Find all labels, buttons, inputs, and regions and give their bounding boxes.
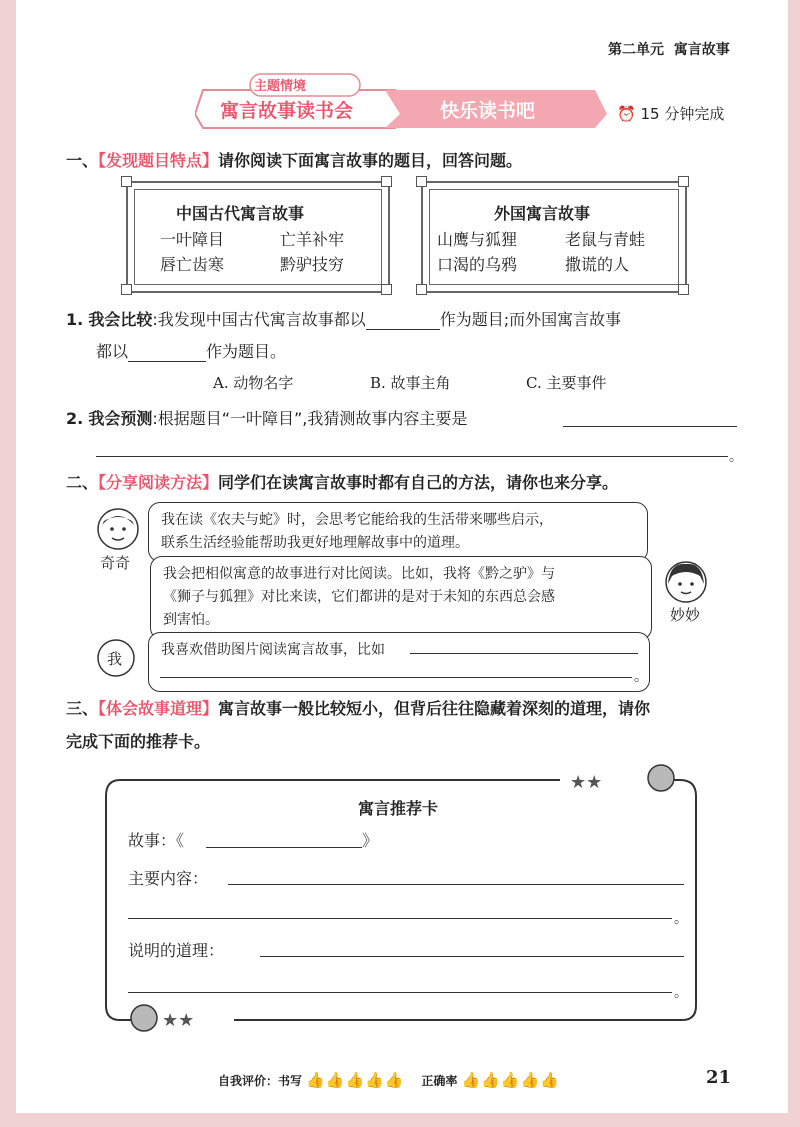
q2-answer-line-2[interactable]: [96, 456, 728, 457]
svg-text:★★: ★★: [570, 772, 603, 793]
card-moral-line-1[interactable]: [260, 956, 684, 957]
card-content-period: 。: [674, 911, 688, 927]
foreign-box-title: 外国寓言故事: [494, 204, 591, 223]
china-item-4: 黔驴技穷: [280, 255, 345, 274]
miaomiao-line-2: 《狮子与狐狸》对比来读，它们都讲的是对于未知的东西总会感: [163, 589, 555, 605]
me-speech-bubble: [148, 632, 650, 692]
question-1-line-2: 都以 作为题目。: [96, 342, 287, 361]
section2-heading: 二、【分享阅读方法】同学们在读寓言故事时都有自己的方法，请你也来分享。: [66, 473, 619, 492]
section1-heading: 一、【发现题目特点】请你阅读下面寓言故事的题目，回答问题。: [66, 151, 523, 170]
qiqi-line-2: 联系生活经验能帮助我更好地理解故事中的道理。: [161, 535, 469, 551]
q1-option-b[interactable]: B. 故事主角: [370, 374, 451, 392]
me-label: 我: [107, 650, 123, 668]
miaomiao-name: 妙妙: [670, 606, 701, 624]
alarm-clock-icon: ⏰: [617, 105, 636, 123]
qiqi-line-1: 我在读《农夫与蛇》时，会思考它能给我的生活带来哪些启示，: [161, 512, 553, 528]
card-story-blank[interactable]: [206, 847, 362, 848]
card-moral-label: 说明的道理：: [128, 941, 225, 960]
card-title: 寓言推荐卡: [358, 799, 439, 818]
q2-period: 。: [729, 449, 743, 465]
unit-label: 第二单元 寓言故事: [608, 42, 730, 58]
miaomiao-line-1: 我会把相似寓意的故事进行对比阅读。比如，我将《黔之驴》与: [163, 566, 555, 582]
card-content-line-1[interactable]: [228, 884, 684, 885]
q1-option-c[interactable]: C. 主要事件: [526, 374, 607, 392]
page-border-bottom: [0, 1113, 800, 1127]
qiqi-avatar: [96, 507, 140, 551]
card-story-label: 故事：《: [128, 831, 185, 850]
me-answer-line-1[interactable]: [410, 653, 638, 654]
card-content-line-2[interactable]: [128, 918, 672, 919]
card-moral-period: 。: [674, 985, 688, 1001]
page-border-left: [0, 0, 16, 1127]
foreign-item-2: 老鼠与青蛙: [565, 230, 646, 249]
page-border-right: [788, 0, 800, 1127]
china-item-1: 一叶障目: [160, 230, 225, 249]
me-period: 。: [634, 669, 648, 685]
section3-heading-line-1: 三、【体会故事道理】寓言故事一般比较短小，但背后往往隐藏着深刻的道理，请你: [66, 699, 651, 718]
qiqi-speech-bubble: [148, 502, 648, 562]
banner-right-title: 快乐读书吧: [440, 100, 536, 122]
foreign-item-1: 山鹰与狐狸: [437, 230, 518, 249]
q1-option-a[interactable]: A. 动物名字: [213, 374, 294, 392]
miaomiao-avatar: [664, 560, 708, 604]
card-story-end: 》: [362, 831, 379, 850]
question-1-line-1: 1. 我会比较:我发现中国古代寓言故事都以 作为题目;而外国寓言故事: [66, 310, 622, 329]
miaomiao-line-3: 到害怕。: [163, 612, 219, 628]
self-evaluation: 自我评价：书写 👍👍👍👍👍 正确率 👍👍👍👍👍: [218, 1071, 560, 1089]
card-moral-line-2[interactable]: [128, 992, 672, 993]
me-answer-line-2[interactable]: [160, 677, 632, 678]
banner-left-title: 寓言故事读书会: [220, 100, 354, 122]
qiqi-name: 奇奇: [100, 554, 131, 572]
foreign-item-3: 口渴的乌鸦: [437, 255, 518, 274]
miaomiao-speech-bubble: [150, 556, 652, 640]
question-2-line-1: 2. 我会预测:根据题目“一叶障目”,我猜测故事内容主要是: [66, 409, 468, 428]
china-item-2: 亡羊补牢: [280, 230, 345, 249]
china-item-3: 唇亡齿寒: [160, 255, 225, 274]
section3-heading-line-2: 完成下面的推荐卡。: [66, 732, 211, 751]
q2-answer-line-1[interactable]: [563, 426, 737, 427]
svg-text:★★: ★★: [162, 1010, 195, 1031]
star-icon: [570, 770, 571, 771]
china-box-title: 中国古代寓言故事: [176, 204, 305, 223]
writing-thumbs-icon[interactable]: 👍👍👍👍👍: [306, 1071, 405, 1089]
card-content-label: 主要内容：: [128, 869, 209, 888]
accuracy-thumbs-icon[interactable]: 👍👍👍👍👍: [461, 1071, 560, 1089]
me-text: 我喜欢借助图片阅读寓言故事，比如: [161, 642, 385, 658]
page-number: 21: [706, 1067, 732, 1088]
timer: ⏰ 15 分钟完成: [617, 105, 725, 123]
q1-blank-china[interactable]: [366, 311, 440, 330]
foreign-item-4: 撒谎的人: [565, 255, 630, 274]
q1-blank-foreign[interactable]: [128, 343, 206, 362]
theme-badge: 主题情境: [254, 79, 307, 94]
